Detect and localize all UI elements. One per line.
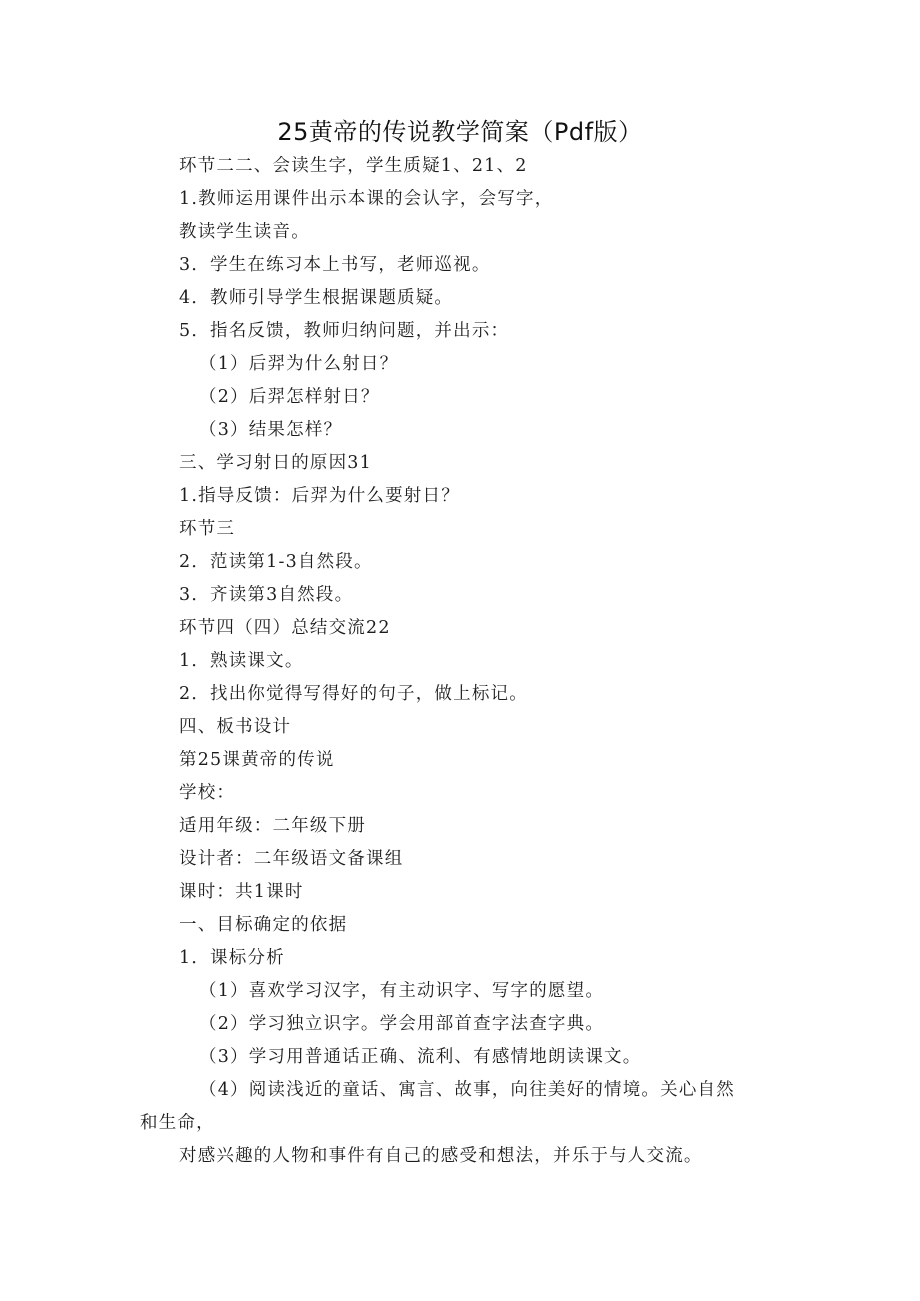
text-line: 1．课标分析 [179, 948, 285, 968]
text-line: 第25课黄帝的传说 [179, 750, 335, 770]
text-line: 一、目标确定的依据 [179, 915, 348, 935]
text-line: 环节四（四）总结交流22 [179, 618, 391, 638]
text-line: 教读学生读音。 [179, 222, 310, 242]
text-line: 5．指名反馈，教师归纳问题，并出示： [179, 321, 510, 341]
text-line: 4．教师引导学生根据课题质疑。 [179, 288, 454, 308]
text-line: 2．找出你觉得写得好的句子，做上标记。 [179, 684, 528, 704]
text-line: （3）学习用普通话正确、流利、有感情地朗读课文。 [199, 1047, 642, 1067]
text-line: 四、板书设计 [179, 717, 292, 737]
text-line: （2）后羿怎样射日？ [199, 387, 380, 407]
text-line: 设计者：二年级语文备课组 [179, 849, 404, 869]
text-line: （1）喜欢学习汉字，有主动识字、写字的愿望。 [199, 981, 605, 1001]
document-title: 25黄帝的传说教学简案（Pdf版） [277, 118, 643, 146]
text-line: （1）后羿为什么射日？ [199, 354, 399, 374]
text-line: 环节二二、会读生字，学生质疑1、21、2 [179, 156, 528, 176]
text-line: （3）结果怎样？ [199, 420, 343, 440]
text-line: 和生命， [140, 1113, 215, 1133]
text-line: 2．范读第1-3自然段。 [179, 552, 373, 572]
text-line: 3．齐读第3自然段。 [179, 585, 354, 605]
text-line: 适用年级：二年级下册 [179, 816, 366, 836]
text-line: 三、学习射日的原因31 [179, 453, 372, 473]
text-line: 对感兴趣的人物和事件有自己的感受和想法，并乐于与人交流。 [179, 1146, 703, 1166]
text-line: 环节三 [179, 519, 236, 539]
text-line: （2）学习独立识字。学会用部首查字法查字典。 [199, 1014, 605, 1034]
text-line: 课时：共1课时 [179, 882, 304, 902]
text-line: 1.教师运用课件出示本课的会认字，会写字， [179, 189, 554, 209]
text-line: 学校： [179, 783, 236, 803]
text-line: 1.指导反馈：后羿为什么要射日？ [179, 486, 460, 506]
text-line: 3．学生在练习本上书写，老师巡视。 [179, 255, 491, 275]
text-line: 1．熟读课文。 [179, 651, 304, 671]
text-line: （4）阅读浅近的童话、寓言、故事，向往美好的情境。关心自然 [199, 1080, 735, 1100]
